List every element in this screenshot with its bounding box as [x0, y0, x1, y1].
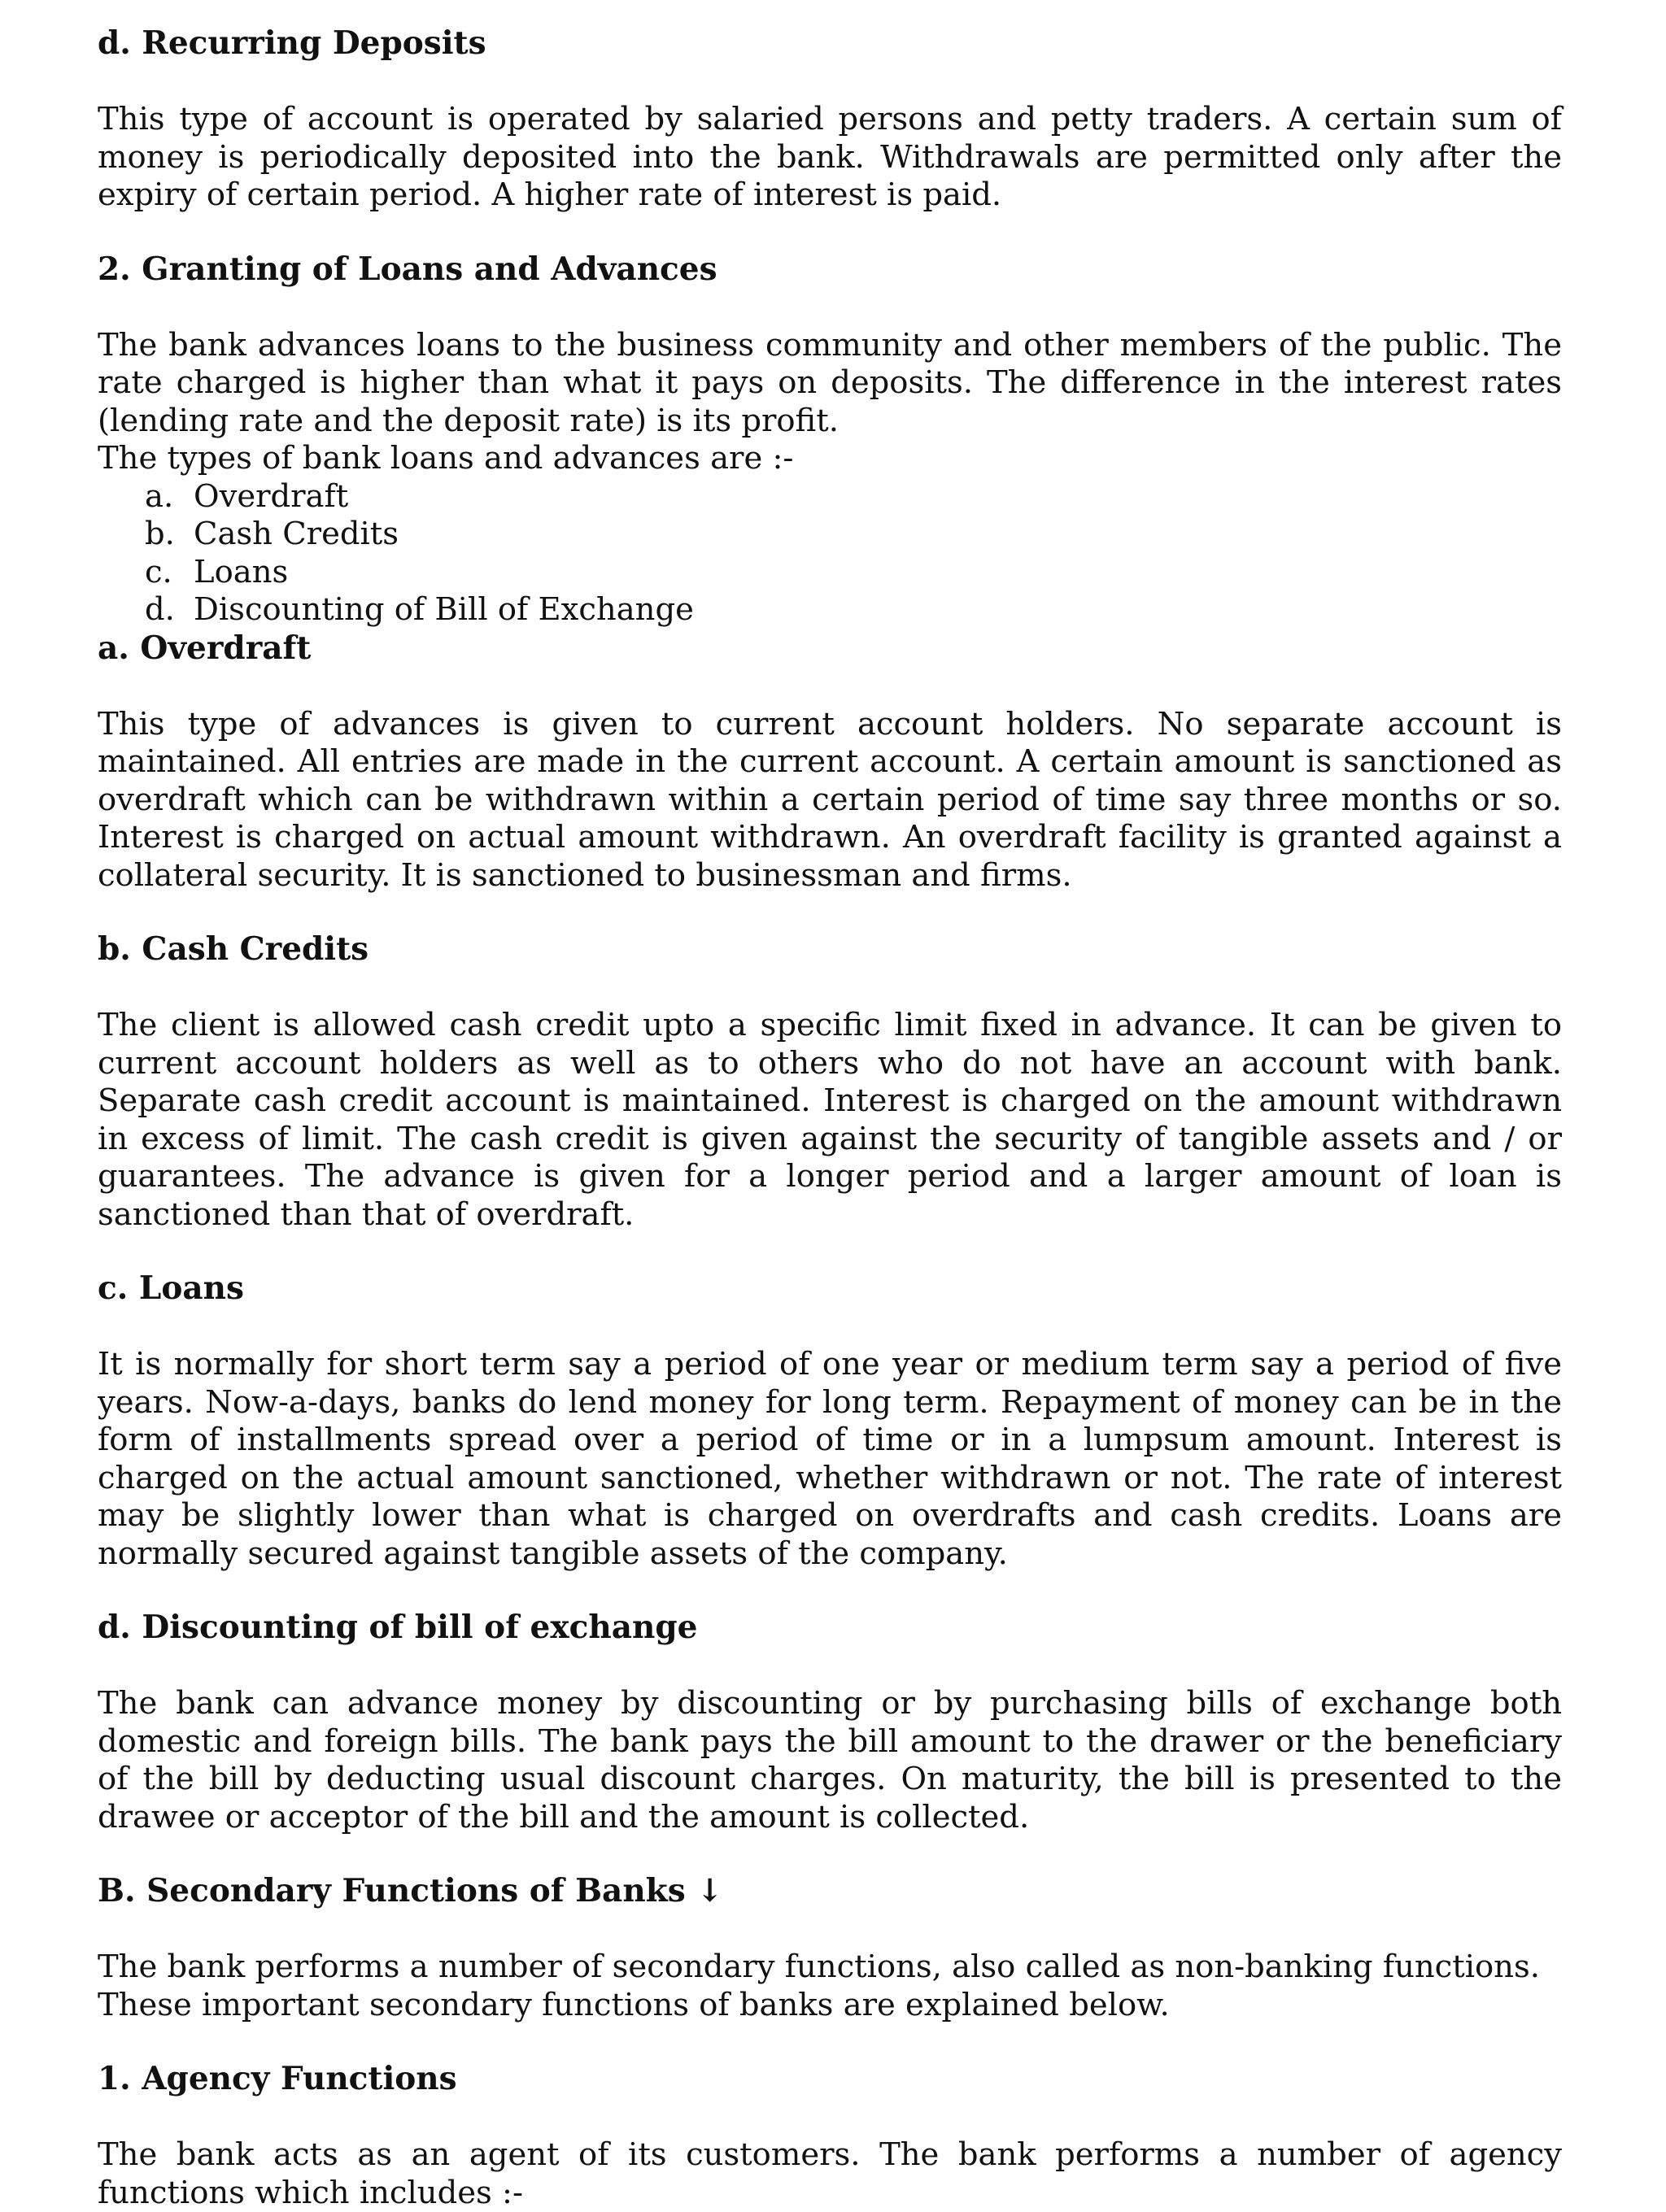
list-item-label: Cash Credits [194, 516, 399, 552]
paragraph-recurring-deposits: This type of account is operated by salaried persons and petty traders. A certain sum of money is periodically deposited into the bank. Withdrawals are permitted only after the expiry of certain period. A higher rate of interest is paid. [98, 101, 1562, 213]
paragraph-agency-functions: The bank acts as an agent of its customers. The bank performs a number of agency functions which includes :- [98, 2136, 1562, 2211]
list-item-label: Discounting of Bill of Exchange [194, 591, 694, 628]
heading-recurring-deposits: d. Recurring Deposits [98, 24, 486, 62]
paragraph-discounting: The bank can advance money by discounting or by purchasing bills of exchange both domestic and foreign bills. The bank pays the bill amount to the drawer or the beneficiary of the bill by deducting usual discount charges. On maturity, the bill is presented to the drawee or acceptor of the bill and the amount is collected. [98, 1685, 1562, 1835]
paragraph-loans-advances: The bank advances loans to the business community and other members of the public. The rate charged is higher than what it pays on deposits. The difference in the interest rates (lending rate and the deposit rate) is its profit. [98, 326, 1562, 439]
heading-secondary-functions: B. Secondary Functions of Banks ↓ [98, 1872, 723, 1909]
list-item [145, 554, 1562, 592]
heading-loans-advances: 2. Granting of Loans and Advances [98, 250, 717, 288]
paragraph-loans: It is normally for short term say a period of one year or medium term say a period of five years. Now-a-days, banks do lend money for long term. Repayment of money can be in the form of installments spread over a period of time or in a lumpsum amount. Interest is charged on the actual amount sanctioned, whether withdrawn or not. The rate of interest may be slightly lower than what is charged on overdrafts and cash credits. Loans are normally secured against tangible assets of the company. [98, 1346, 1562, 1572]
paragraph-secondary-line1: The bank performs a number of secondary functions, also called as non-banking functions. [98, 1949, 1540, 1985]
list-marker: a. [145, 477, 174, 515]
list-marker: d. [145, 591, 175, 628]
heading-discounting: d. Discounting of bill of exchange [98, 1609, 698, 1646]
list-item-label: Loans [194, 553, 289, 590]
paragraph-cash-credits: The client is allowed cash credit upto a specific limit fixed in advance. It can be given to current account holders as well as to others who do not have an account with bank. Separate cash credit account is maintained. Interest is charged on the amount withdrawn in excess of limit. The cash credit is given against the security of tangible assets and / or guarantees. The advance is given for a longer period and a larger amount of loan is sanctioned than that of overdraft. [98, 1007, 1562, 1233]
paragraph-overdraft: This type of advances is given to current account holders. No separate account is maintained. All entries are made in the current account. A certain amount is sanctioned as overdraft which can be withdrawn within a certain period of time say three months or so. Interest is charged on actual amount withdrawn. An overdraft facility is granted against a collateral security. It is sanctioned to businessman and firms. [98, 705, 1562, 894]
heading-agency-functions: 1. Agency Functions [98, 2060, 457, 2097]
list-item [145, 516, 1562, 554]
list-marker: b. [145, 516, 175, 552]
list-item [145, 478, 1562, 516]
heading-loans: c. Loans [98, 1269, 244, 1307]
heading-overdraft: a. Overdraft [98, 629, 312, 667]
document-page [98, 24, 1562, 2212]
paragraph-secondary-line2: These important secondary functions of banks are explained below. [98, 1986, 1170, 2023]
list-item [145, 591, 1562, 629]
heading-cash-credits: b. Cash Credits [98, 930, 369, 968]
list-marker: c. [145, 553, 172, 590]
list-item-label: Overdraft [194, 477, 349, 515]
loan-types-list [98, 478, 1562, 629]
loan-types-intro: The types of bank loans and advances are :- [98, 440, 794, 477]
